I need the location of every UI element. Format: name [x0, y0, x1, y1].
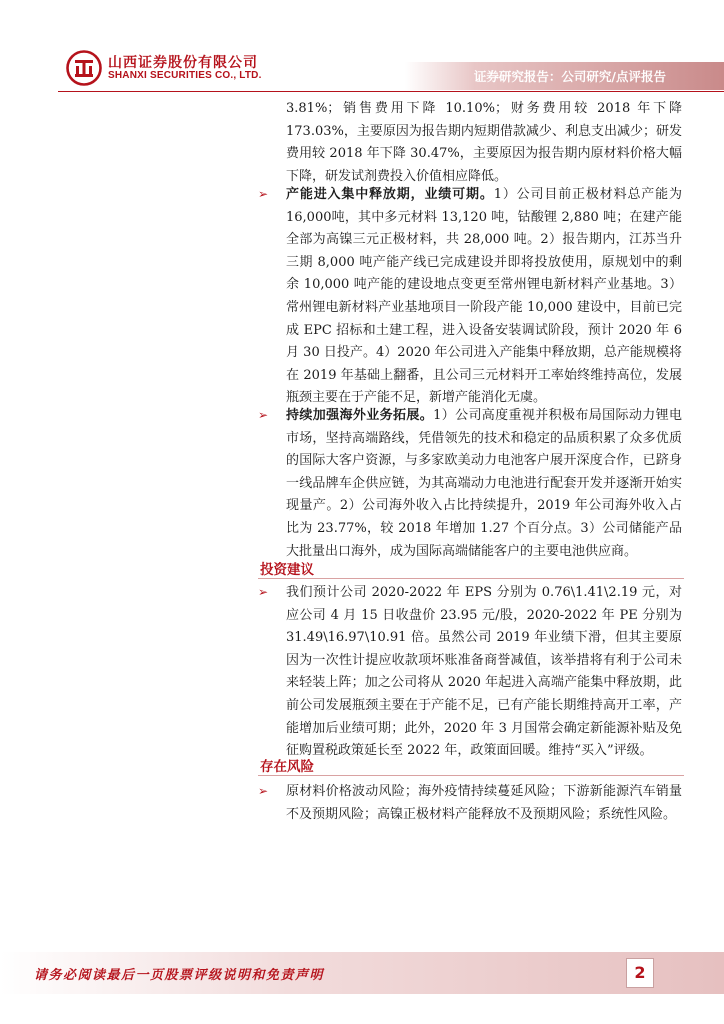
disclaimer-notice: 请务必阅读最后一页股票评级说明和免责声明 — [34, 968, 325, 983]
section-divider — [258, 775, 684, 776]
bullet-arrow-icon: ➢ — [258, 408, 269, 422]
investment-section-title: 投资建议 — [260, 562, 314, 578]
investment-paragraph: 我们预计公司 2020-2022 年 EPS 分别为 0.76\1.41\2.19 元，对应公司 4 月 15 日收盘价 23.95 元/股，2020-2022 年 PE 分别为 31.49\16.97\10.91 倍。虽然公司 2019 年业绩下滑，但其主要原因为一次性计提应收款项坏账准备商誉减值，该举措将有利于公司未来轻装上阵；加之公司将从 2020 年起进入高端产能集中释放期，此前公司发展瓶颈主要在于产能不足，已有产能长期维持高开工率，产能增加后业绩可期；此外，2020 年 3 月国常会确定新能源补贴及免征购置税政策延长至 2022 年，政策面回暖。维持“买入”评级。 — [286, 585, 682, 759]
expense-paragraph: 3.81%；销售费用下降 10.10%；财务费用较 2018 年下降 173.03%，主要原因为报告期内短期借款减少、利息支出减少；研发费用较 2018 年下降 30.47%，主要原因为报告期内原材料价格大幅下降，研发试剂费投入价值相应降低。 — [286, 101, 682, 184]
overseas-paragraph — [286, 405, 682, 563]
bullet-arrow-icon: ➢ — [258, 784, 269, 798]
company-name-en: SHANXI SECURITIES CO., LTD. — [108, 70, 262, 81]
risk-section-title: 存在风险 — [260, 759, 314, 775]
overseas-heading: 持续加强海外业务拓展。 — [286, 408, 434, 423]
capacity-paragraph — [286, 184, 682, 410]
bullet-arrow-icon: ➢ — [258, 585, 269, 599]
company-logo-icon — [66, 50, 102, 86]
report-type-label: 证券研究报告：公司研究/点评报告 — [473, 69, 666, 84]
report-type-banner — [405, 62, 724, 90]
company-name-cn: 山西证券股份有限公司 — [108, 55, 258, 71]
overseas-text: 1）公司高度重视并积极布局国际动力锂电市场，坚持高端路线，凭借领先的技术和稳定的品质积累了众多优质的国际大客户资源，与多家欧美动力电池客户展开深度合作，已跻身一线品牌车企供应链，为其高端动力电池进行配套开发并逐渐开始实现量产。2）公司海外收入占比持续提升，2019 年公司海外收入占比为 23.77%，较 2018 年增加 1.27 个百分点。3）公司储能产品大批量出口海外，成为国际高端储能客户的主要电池供应商。 — [286, 408, 682, 559]
bullet-arrow-icon: ➢ — [258, 187, 269, 201]
risk-paragraph: 原材料价格波动风险；海外疫情持续蔓延风险；下游新能源汽车销量不及预期风险；高镍正极材料产能释放不及预期风险；系统性风险。 — [286, 784, 682, 822]
capacity-heading: 产能进入集中释放期，业绩可期。 — [286, 187, 494, 202]
page-header — [0, 0, 724, 96]
capacity-text: 1）公司目前正极材料总产能为16,000吨，其中多元材料 13,120 吨，钴酸锂 2,880 吨；在建产能全部为高镍三元正极材料，共 28,000 吨。2）报告期内，江苏当升三期 8,000 吨产能产线已完成建设并即将投放使用，原规划中的剩余 10,000 吨产能的建设地点变更至常州锂电新材料产业基地。3）常州锂电新材料产业基地项目一阶段产能 10,000 建设中，目前已完成 EPC 招标和土建工程，进入设备安装调试阶段，预计 2020 年 6 月 30 日投产。4）2020 年公司进入产能集中释放期，总产能规模将在 2019 年基础上翻番，且公司三元材料开工率始终维持高位，发展瓶颈主要在于产能不足，新增产能消化无虞。 — [286, 187, 682, 406]
header-divider — [58, 91, 724, 92]
page-number: 2 — [626, 958, 654, 988]
section-divider — [258, 578, 684, 579]
